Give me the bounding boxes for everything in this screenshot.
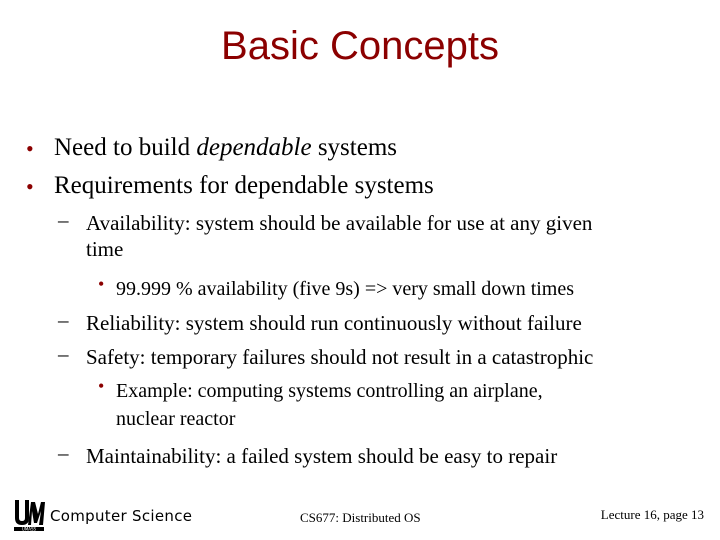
umass-logo-icon xyxy=(12,496,46,532)
logo-label: UMASS xyxy=(21,526,37,532)
slide-title: Basic Concepts xyxy=(221,24,499,68)
subsub-availability: 99.999 % availability (five 9s) => very small down times xyxy=(116,278,575,300)
bullet-requirements: Requirements for dependable systems xyxy=(54,172,434,199)
subitem-reliability: Reliability: system should run continuously without failure xyxy=(86,311,582,335)
subsub-safety: Example: computing systems controlling an airplane, xyxy=(116,380,543,402)
bullet-marker: • xyxy=(26,174,34,199)
dash-marker: – xyxy=(58,441,69,465)
dash-marker: – xyxy=(58,342,69,366)
subsub-safety-cont: nuclear reactor xyxy=(116,408,236,430)
bullet-marker: • xyxy=(98,274,105,294)
bullet-text-prefix: Need to build xyxy=(54,134,197,161)
subitem-maintainability: Maintainability: a failed system should be easy to repair xyxy=(86,444,558,468)
dash-marker: – xyxy=(58,208,69,232)
bullet-marker: • xyxy=(26,136,34,161)
bullet-text-suffix: systems xyxy=(311,134,398,161)
dash-marker: – xyxy=(58,308,69,332)
footer-course: CS677: Distributed OS xyxy=(300,510,421,525)
slide-footer xyxy=(0,494,720,534)
subitem-availability-cont: time xyxy=(86,237,124,261)
subitem-availability: Availability: system should be available for use at any given xyxy=(86,211,593,235)
subitem-safety: Safety: temporary failures should not result in a catastrophic xyxy=(86,345,594,369)
footer-department: Computer Science xyxy=(50,507,193,525)
bullet-marker: • xyxy=(98,376,105,396)
bullet-text-emphasis: dependable xyxy=(196,134,312,161)
bullet-need-dependable xyxy=(54,133,397,163)
footer-lecture: Lecture 16, page 13 xyxy=(600,507,704,522)
